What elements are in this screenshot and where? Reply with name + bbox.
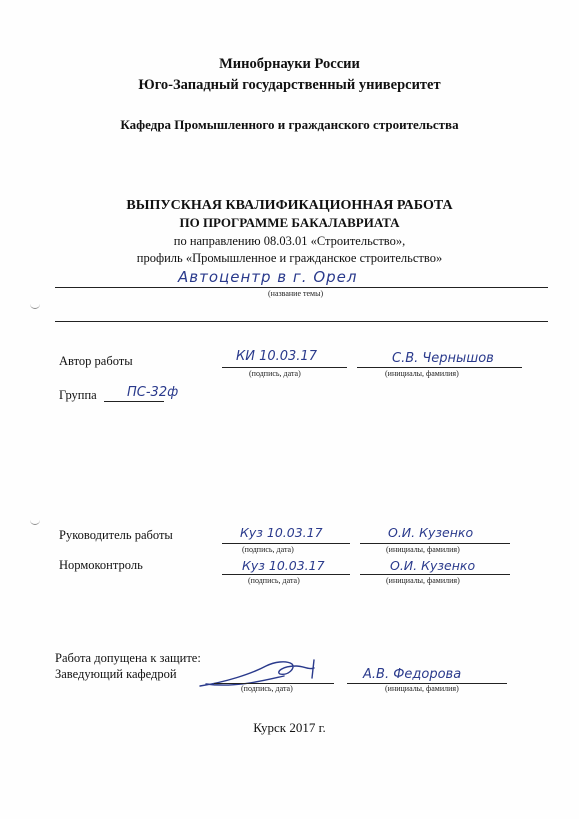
- group-value-handwritten: ПС-32ф: [127, 385, 179, 400]
- work-type-line2: ПО ПРОГРАММЕ БАКАЛАВРИАТА: [179, 215, 400, 230]
- supervisor-name-handwritten: О.И. Кузенко: [388, 525, 474, 540]
- topic-line: [55, 287, 548, 288]
- normcontrol-signature: Куз 10.03.17: [242, 558, 325, 573]
- supervisor-label: Руководитель работы: [59, 528, 173, 542]
- author-sign-caption: (подпись, дата): [249, 369, 301, 378]
- normcontrol-label: Нормоконтроль: [59, 558, 143, 572]
- normcontrol-name-handwritten: О.И. Кузенко: [390, 558, 476, 573]
- work-type-line1: ВЫПУСКНАЯ КВАЛИФИКАЦИОННАЯ РАБОТА: [126, 198, 453, 213]
- department-title: Кафедра Промышленного и гражданского строительства: [120, 117, 459, 132]
- author-signature: КИ 10.03.17: [236, 349, 317, 364]
- normcontrol-sign-caption: (подпись, дата): [248, 576, 300, 585]
- supervisor-name-caption: (инициалы, фамилия): [386, 545, 460, 554]
- city-year: Курск 2017 г.: [253, 720, 326, 735]
- group-line: [104, 401, 164, 402]
- supervisor-signature: Куз 10.03.17: [240, 525, 323, 540]
- direction-text: по направлению 08.03.01 «Строительство»,: [173, 234, 406, 248]
- head-name-handwritten: А.В. Федорова: [363, 667, 462, 682]
- topic-line-2: [55, 321, 548, 322]
- group-label: Группа: [59, 388, 97, 402]
- admission-label: Работа допущена к защите:: [55, 651, 201, 665]
- normcontrol-name-caption: (инициалы, фамилия): [386, 576, 460, 585]
- supervisor-name-line: [360, 543, 510, 544]
- supervisor-sign-caption: (подпись, дата): [242, 545, 294, 554]
- normcontrol-name-line: [360, 574, 510, 575]
- head-sign-caption: (подпись, дата): [241, 684, 293, 693]
- author-name-caption: (инициалы, фамилия): [385, 369, 459, 378]
- margin-mark-2: [30, 518, 40, 525]
- topic-handwritten: Автоцентр в г. Орел: [178, 268, 358, 286]
- head-name-caption: (инициалы, фамилия): [385, 684, 459, 693]
- author-label: Автор работы: [59, 354, 133, 368]
- head-of-department-label: Заведующий кафедрой: [55, 667, 177, 681]
- supervisor-sign-line: [222, 543, 350, 544]
- author-sign-line: [222, 367, 347, 368]
- profile-text: профиль «Промышленное и гражданское строительство»: [136, 251, 443, 265]
- university-title: Юго-Западный государственный университет: [138, 77, 441, 93]
- ministry-title: Минобрнауки России: [219, 56, 360, 72]
- topic-caption: (название темы): [268, 289, 324, 298]
- margin-mark: [30, 302, 40, 309]
- author-name-handwritten: С.В. Чернышов: [392, 351, 494, 366]
- author-name-line: [357, 367, 522, 368]
- normcontrol-sign-line: [222, 574, 350, 575]
